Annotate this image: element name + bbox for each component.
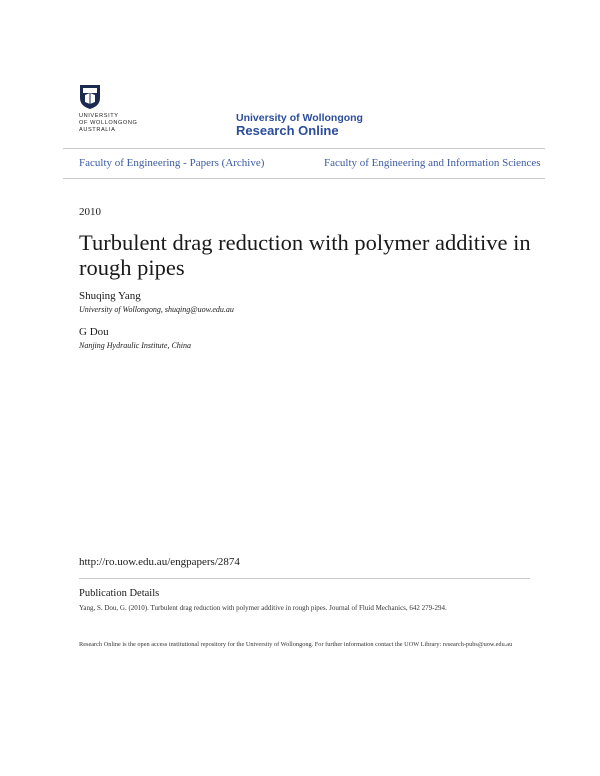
divider-bottom — [63, 178, 545, 179]
divider-publication — [79, 578, 530, 579]
repository-footer-text: Research Online is the open access institutional repository for the University of Wollongong. For further information contact the UOW Library: research-pubs@uow.edu.au — [79, 641, 513, 648]
publication-details-heading: Publication Details — [79, 588, 160, 599]
author-affiliation: University of Wollongong, shuqing@uow.edu.au — [79, 305, 234, 314]
collection-link-papers-archive[interactable]: Faculty of Engineering - Papers (Archive) — [79, 157, 265, 169]
citation-text: Yang, S. Dou, G. (2010). Turbulent drag reduction with polymer additive in rough pipes. Journal of Fluid Mechanics, 642 279-294. — [79, 604, 447, 612]
uow-logo — [79, 84, 149, 140]
repository-name: Research Online — [236, 123, 339, 138]
logo-line-3: AUSTRALIA — [79, 127, 116, 133]
university-crest-icon — [79, 84, 101, 110]
paper-title: Turbulent drag reduction with polymer additive in rough pipes — [79, 230, 531, 280]
university-name: University of Wollongong — [236, 112, 363, 124]
divider-top — [63, 148, 545, 149]
publication-year: 2010 — [79, 206, 101, 218]
logo-line-1: UNIVERSITY — [79, 113, 119, 119]
author-affiliation: Nanjing Hydraulic Institute, China — [79, 341, 191, 350]
logo-line-2: OF WOLLONGONG — [79, 120, 138, 126]
paper-url-link[interactable]: http://ro.uow.edu.au/engpapers/2874 — [79, 556, 240, 568]
collection-link-eis[interactable]: Faculty of Engineering and Information Sciences — [324, 157, 541, 169]
author-name: G Dou — [79, 326, 109, 338]
author-name: Shuqing Yang — [79, 290, 141, 302]
